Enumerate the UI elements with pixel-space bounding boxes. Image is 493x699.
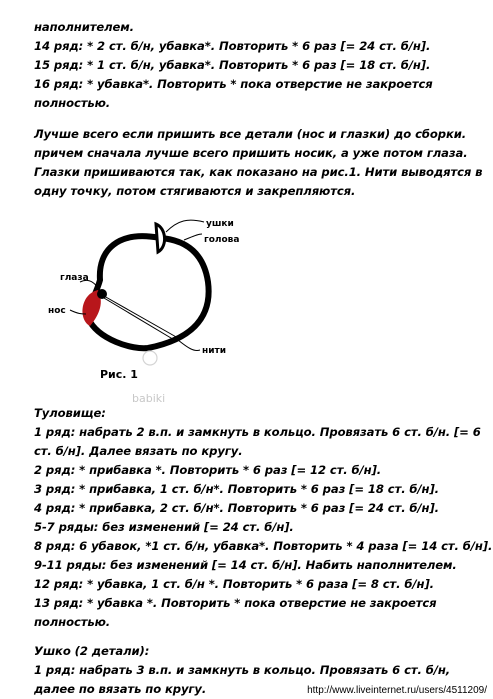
text-line: 3 ряд: * прибавка, 1 ст. б/н*. Повторить * 6 раз [= 18 ст. б/н]. bbox=[34, 482, 439, 496]
text-line: 15 ряд: * 1 ст. б/н, убавка*. Повторить * 6 раз [= 18 ст. б/н]. bbox=[34, 58, 431, 72]
text-line: 9-11 ряды: без изменений [= 14 ст. б/н]. Набить наполнителем. bbox=[34, 558, 457, 572]
text-line: Глазки пришиваются так, как показано на рис.1. Нити выводятся в bbox=[34, 165, 483, 179]
text-line: 16 ряд: * убавка*. Повторить * пока отверстие не закроется bbox=[34, 77, 433, 91]
text-line: 1 ряд: набрать 2 в.п. и замкнуть в кольцо. Провязать 6 ст. б/н. [= 6 bbox=[34, 425, 481, 439]
text-line: ст. б/н]. Далее вязать по кругу. bbox=[34, 444, 243, 458]
text-line: 1 ряд: набрать 3 в.п. и замкнуть в кольцо. Провязать 6 ст. б/н, bbox=[34, 663, 451, 677]
text-line: 4 ряд: * прибавка, 2 ст. б/н*. Повторить * 6 раз [= 24 ст. б/н]. bbox=[34, 501, 439, 515]
thread-line bbox=[104, 298, 176, 341]
ears-label: ушки bbox=[206, 219, 234, 229]
text-line: далее по вязать по кругу. bbox=[34, 682, 207, 696]
section-heading: Туловище: bbox=[34, 406, 106, 420]
text-line: полностью. bbox=[34, 615, 111, 629]
watermark-copyright-icon bbox=[143, 351, 157, 365]
figure-1-diagram bbox=[38, 210, 298, 410]
text-line: причем сначала лучше всего пришить носик, а уже потом глаза. bbox=[34, 146, 468, 160]
text-line: наполнителем. bbox=[34, 20, 134, 34]
text-line: 14 ряд: * 2 ст. б/н, убавка*. Повторить * 6 раз [= 24 ст. б/н]. bbox=[34, 39, 431, 53]
thread-line bbox=[104, 296, 178, 338]
head-pointer bbox=[184, 234, 202, 240]
threads-label: нити bbox=[202, 346, 227, 356]
nose-label: нос bbox=[48, 306, 66, 316]
source-url: http://www.liveinternet.ru/users/4511209/ bbox=[307, 685, 487, 696]
threads-pointer bbox=[178, 340, 200, 351]
text-line: Лучше всего если пришить все детали (нос и глазки) до сборки. bbox=[34, 127, 467, 141]
section-heading: Ушко (2 детали): bbox=[34, 644, 150, 658]
ear-shape bbox=[156, 224, 165, 252]
ears-pointer bbox=[166, 220, 204, 232]
text-line: 5-7 ряды: без изменений [= 24 ст. б/н]. bbox=[34, 520, 294, 534]
text-line: 2 ряд: * прибавка *. Повторить * 6 раз [= 12 ст. б/н]. bbox=[34, 463, 382, 477]
figure-caption: Рис. 1 bbox=[100, 368, 138, 381]
head-label: голова bbox=[204, 235, 240, 245]
watermark-text: babiki bbox=[132, 392, 166, 405]
text-line: одну точку, потом стягиваются и закрепляются. bbox=[34, 184, 356, 198]
eye-dot bbox=[97, 289, 107, 299]
eyes-label: глаза bbox=[60, 273, 89, 283]
text-line: 8 ряд: 6 убавок, *1 ст. б/н, убавка*. Повторить * 4 раза [= 14 ст. б/н]. bbox=[34, 539, 493, 553]
text-line: 12 ряд: * убавка, 1 ст. б/н *. Повторить * 6 раза [= 8 ст. б/н]. bbox=[34, 577, 434, 591]
text-line: 13 ряд: * убавка *. Повторить * пока отверстие не закроется bbox=[34, 596, 437, 610]
text-line: полностью. bbox=[34, 96, 111, 110]
